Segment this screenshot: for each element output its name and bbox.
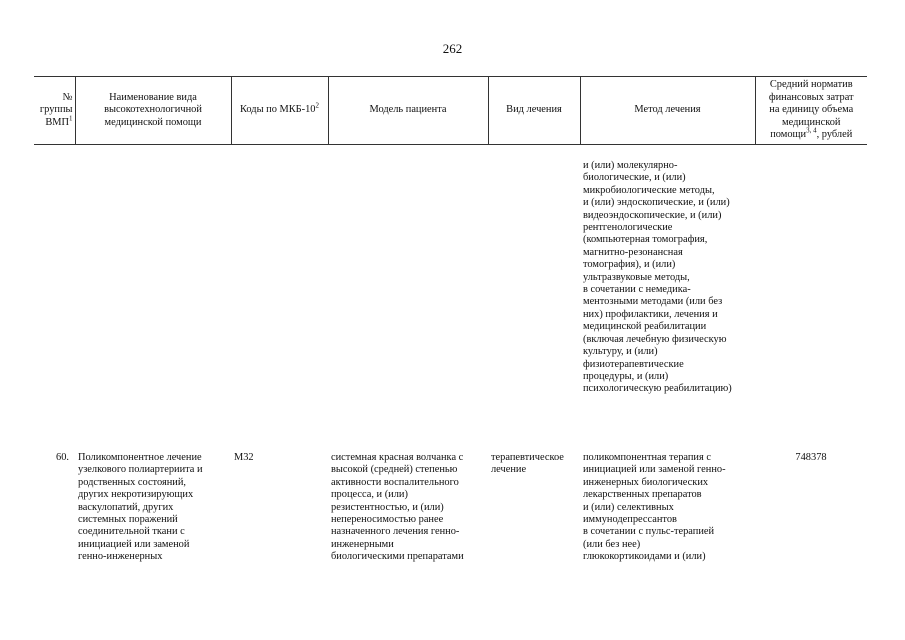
text-line: инженерных биологических [583, 476, 709, 488]
header-patient-model: Модель пациента [328, 77, 488, 145]
text-line: процедуры, и (или) [583, 370, 669, 382]
text-line: иммунодепрессантов [583, 514, 677, 526]
cell-empty [755, 145, 867, 451]
text-line: генно-инженерных [78, 551, 163, 563]
text-line: непереносимостью ранее [331, 514, 444, 526]
text-line: (или без нее) [583, 538, 641, 550]
text-line: них) профилактики, лечения и [583, 308, 718, 320]
table-header [34, 77, 867, 145]
text-line: лекарственных препаратов [583, 489, 702, 501]
table-row-60 [34, 450, 867, 564]
text-line: высокотехнологичной [104, 104, 202, 116]
header-vmp-name [75, 77, 231, 145]
text-line: ментозными методами (или без [583, 296, 723, 308]
table-row-continuation [34, 145, 867, 451]
text-line: глюкокортикоидами и (или) [583, 551, 706, 563]
text-line: в сочетании с немедика- [583, 284, 691, 296]
vmp-table [34, 76, 867, 564]
header-treatment-type: Вид лечения [488, 77, 580, 145]
text-line: поликомпонентная терапия с [583, 452, 711, 463]
text-line: (включая лечебную физическую [583, 333, 727, 345]
text-line: ультразвуковые методы, [583, 271, 690, 283]
text-line: микробиологические методы, [583, 184, 715, 196]
text-line: магнитно-резонансная [583, 246, 683, 258]
text-line: и (или) селективных [583, 501, 674, 513]
text-line: резистентностью, и (или) [331, 501, 444, 513]
text-line: инициацией или заменой генно- [583, 464, 726, 476]
text-line: психологическую реабилитацию) [583, 383, 732, 395]
page-number: 262 [442, 41, 463, 56]
text-line: биологическими препаратами [331, 551, 464, 563]
text-line: назначенного лечения генно- [331, 526, 460, 538]
text-line: Поликомпонентное лечение [78, 452, 202, 463]
cell-average-cost: 748378 [795, 452, 827, 463]
text-line: соединительной ткани с [78, 526, 185, 538]
text-line: инженерными [331, 538, 394, 550]
text-line: медицинской помощи [104, 116, 202, 128]
text-line: узелкового полиартериита и [78, 464, 203, 476]
text-line: высокой (средней) степенью [331, 464, 458, 476]
header-icd-codes: Коды по МКБ-$10^2$ [231, 77, 328, 145]
cell-patient-model [328, 450, 488, 564]
text-line: инициацией или заменой [78, 538, 190, 550]
text-line: культуру, и (или) [583, 346, 658, 358]
cell-empty [34, 145, 75, 451]
text-line: процесса, и (или) [331, 489, 408, 501]
text-line: системная красная волчанка с [331, 452, 464, 463]
cell-method-continued [580, 145, 755, 451]
text-line: в сочетании с пульс-терапией [583, 526, 715, 538]
cell-empty [231, 145, 328, 451]
text-line: биологические, и (или) [583, 172, 686, 184]
cell-empty [488, 145, 580, 451]
text-line: и (или) молекулярно- [583, 160, 678, 171]
text-line: активности воспалительного [331, 476, 459, 488]
text-line: системных поражений [78, 514, 178, 526]
text-line: томография), и (или) [583, 259, 676, 271]
text-line: Наименование вида [109, 91, 197, 103]
cell-empty [328, 145, 488, 451]
cell-treatment-type [488, 450, 580, 564]
text-line: терапевтическое [491, 452, 564, 463]
cell-empty [75, 145, 231, 451]
text-line: родственных состояний, [78, 476, 187, 488]
text-line: физиотерапевтические [583, 358, 684, 370]
text-line: васкулопатий, других [78, 501, 174, 513]
text-line: и (или) эндоскопические, и (или) [583, 197, 730, 209]
header-group-number: № группы ВМП$^1$ [34, 77, 75, 145]
text-line: (компьютерная томография, [583, 234, 708, 246]
cell-group-number: 60. [56, 452, 69, 463]
text-line: видеоэндоскопические, и (или) [583, 209, 722, 221]
text-line: лечение [491, 464, 527, 476]
header-treatment-method: Метод лечения [580, 77, 755, 145]
cell-treatment-method [580, 450, 755, 564]
text-line: других некротизирующих [78, 489, 194, 501]
header-average-cost: Средний норматив финансовых затрат на единицу объема медицинской помощи$^{3, 4}$, рублей [755, 77, 867, 145]
text-line: медицинской реабилитации [583, 321, 707, 333]
cell-vmp-name [75, 450, 231, 564]
text-line: рентгенологические [583, 222, 673, 234]
cell-icd-codes: M32 [234, 452, 254, 463]
